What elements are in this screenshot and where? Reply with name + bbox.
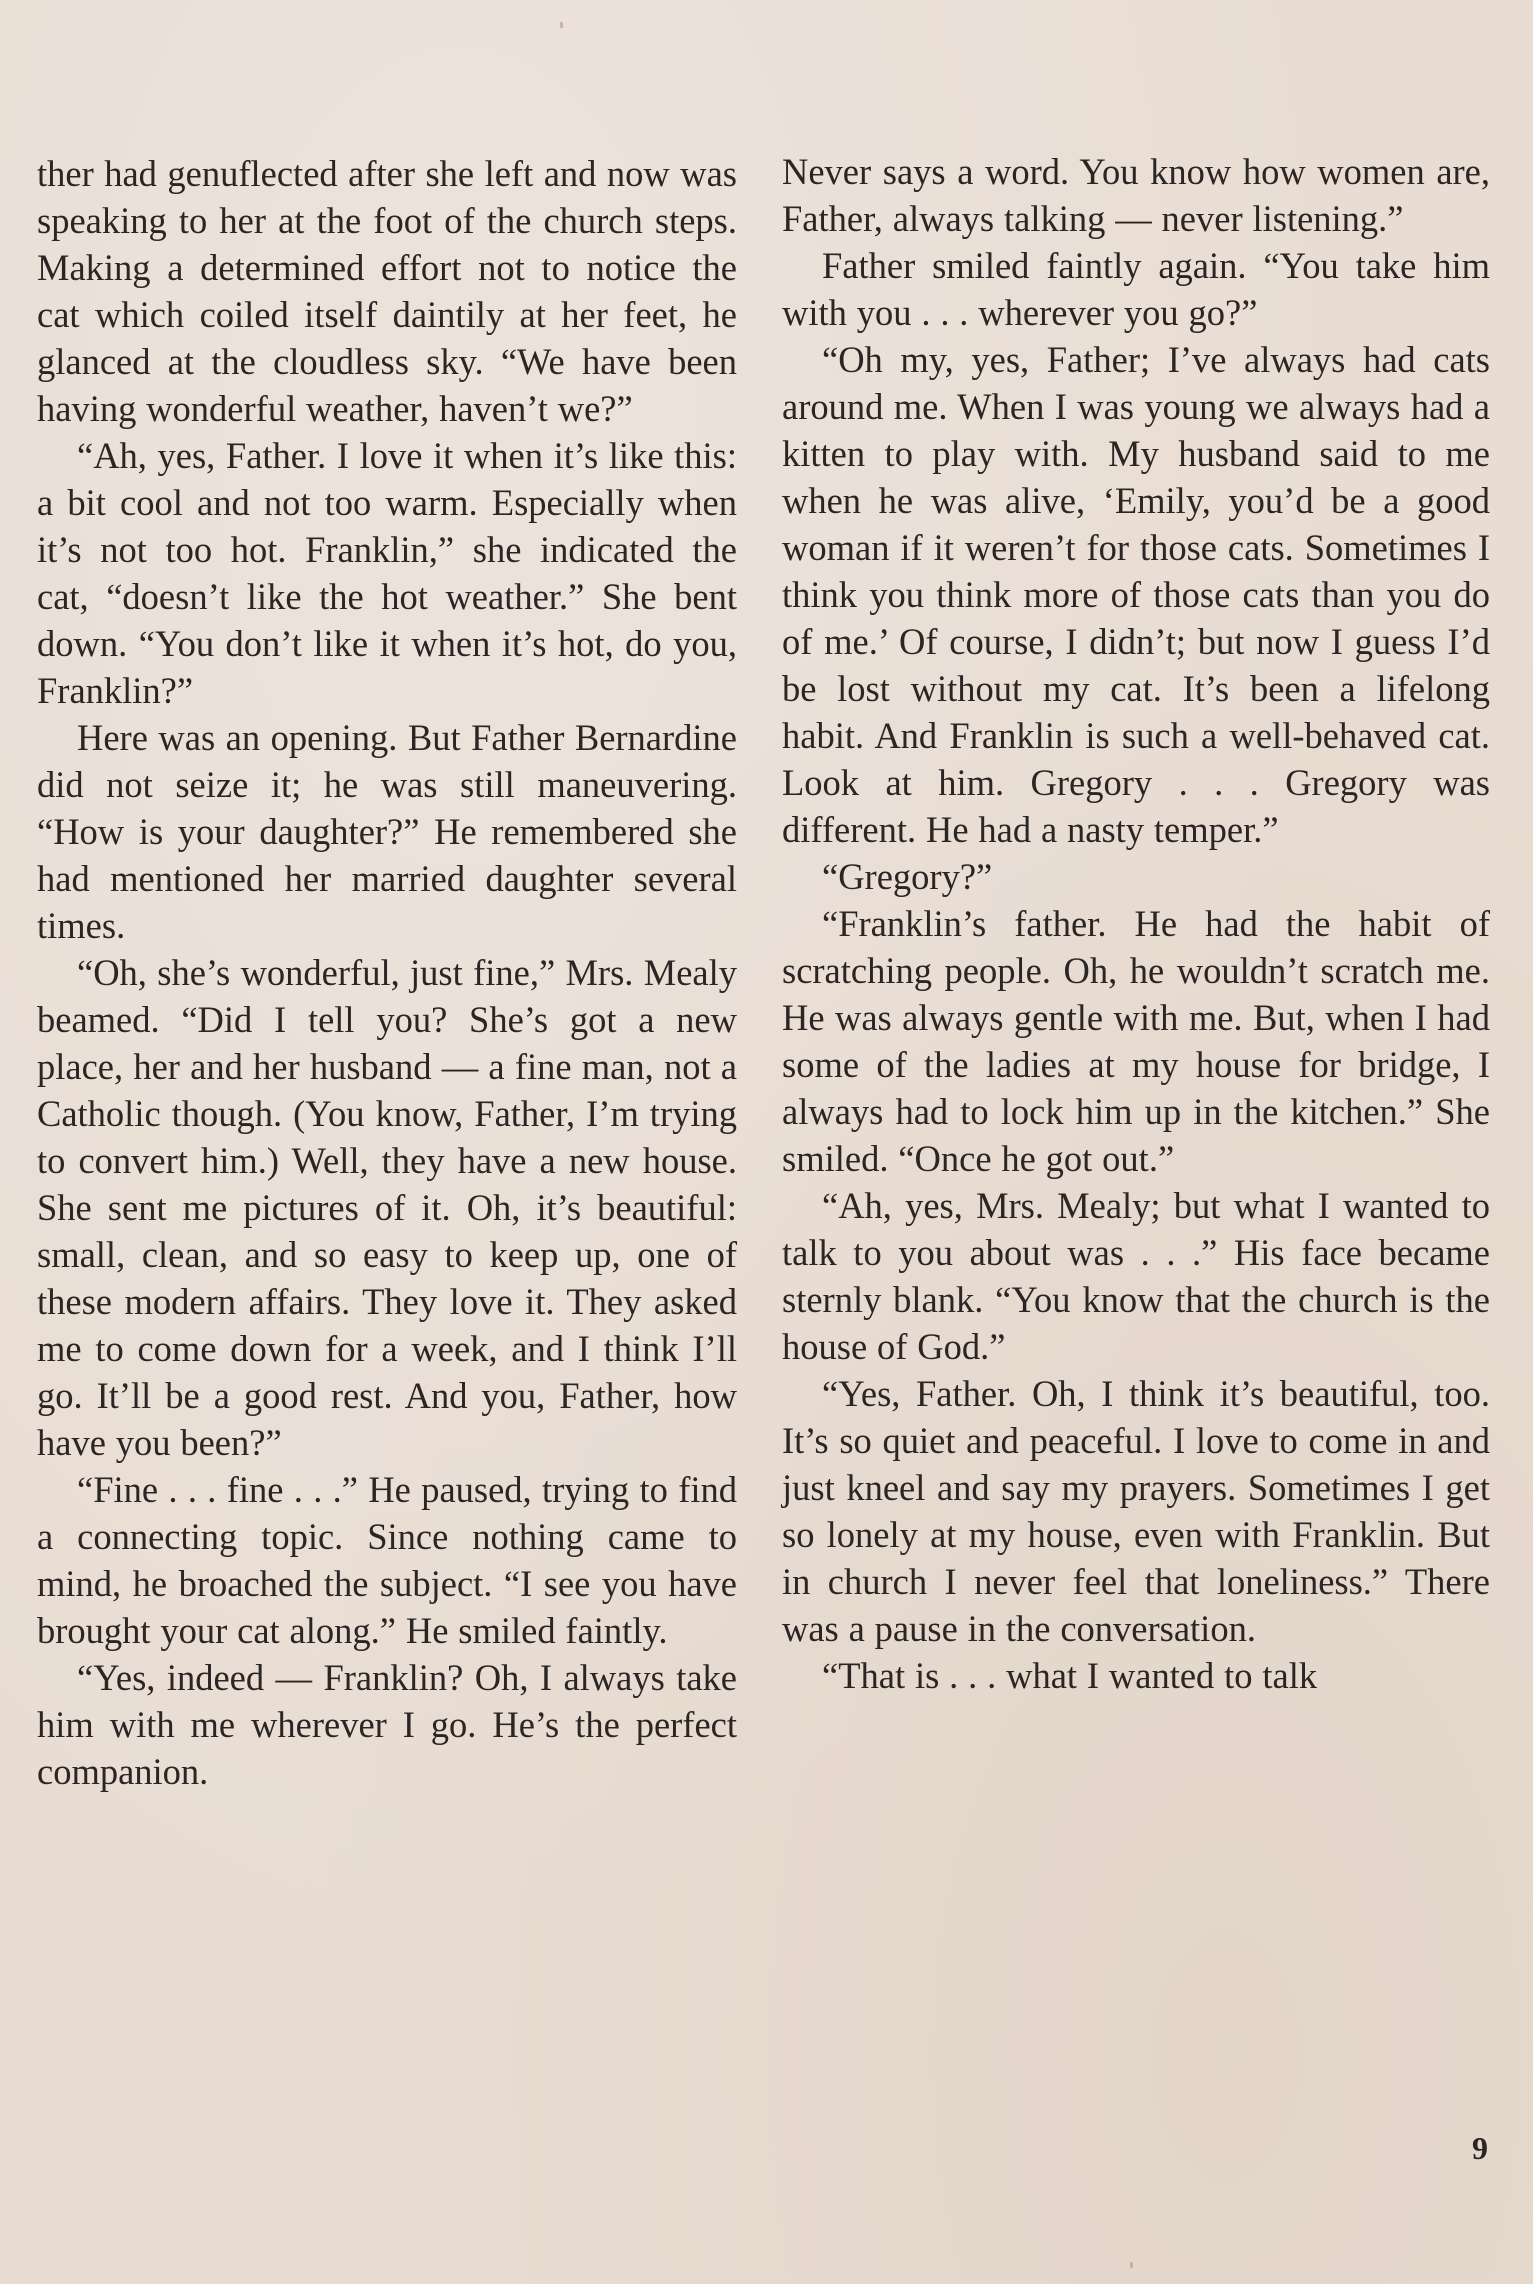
paragraph: Here was an opening. But Father Bernardine did not seize it; he was still maneuvering. “How is your daughter?” He remembered she had mentioned her married daughter several times. <box>37 717 737 946</box>
paragraph: “Fine . . . fine . . .” He paused, trying to find a connecting topic. Since nothing came to mind, he broached the subject. “I see you have brought your cat along.” He smiled faintly. <box>37 1469 737 1651</box>
paragraph: “Franklin’s father. He had the habit of scratching people. Oh, he wouldn’t scratch me. He was always gentle with me. But, when I had some of the ladies at my house for bridge, I always had to lock him up in the kitchen.” She smiled. “Once he got out.” <box>782 903 1490 1179</box>
paper-speck <box>560 22 563 28</box>
right-column <box>782 148 1490 1699</box>
paragraph: “Oh my, yes, Father; I’ve always had cats around me. When I was young we always had a kitten to play with. My husband said to me when he was alive, ‘Emily, you’d be a good woman if it weren’t for those cats. Sometimes I think you think more of those cats than you do of me.’ Of course, I didn’t; but now I guess I’d be lost without my cat. It’s been a lifelong habit. And Franklin is such a well-behaved cat. Look at him. Gregory . . . Gregory was different. He had a nasty temper.” <box>782 339 1490 850</box>
paragraph: “That is . . . what I wanted to talk <box>822 1655 1318 1696</box>
paragraph: “Oh, she’s wonderful, just fine,” Mrs. Mealy beamed. “Did I tell you? She’s got a new place, her and her husband — a fine man, not a Catholic though. (You know, Father, I’m trying to convert him.) Well, they have a new house. She sent me pictures of it. Oh, it’s beautiful: small, clean, and so easy to keep up, one of these modern affairs. They love it. They asked me to come down for a week, and I think I’ll go. It’ll be a good rest. And you, Father, how have you been?” <box>37 952 737 1463</box>
left-column <box>37 150 737 1795</box>
paragraph: Father smiled faintly again. “You take him with you . . . wherever you go?” <box>782 245 1490 333</box>
paragraph: “Gregory?” <box>822 856 993 897</box>
paragraph: Never says a word. You know how women are, Father, always talking — never listening.” <box>782 151 1490 239</box>
paragraph: “Ah, yes, Father. I love it when it’s like this: a bit cool and not too warm. Especially when it’s not too hot. Franklin,” she indicated the cat, “doesn’t like the hot weather.” She bent down. “You don’t like it when it’s hot, do you, Franklin?” <box>37 435 737 711</box>
page-number: 9 <box>1472 2130 1488 2166</box>
paragraph: “Yes, Father. Oh, I think it’s beautiful, too. It’s so quiet and peaceful. I love to come in and just kneel and say my prayers. Sometimes I get so lonely at my house, even with Franklin. But in church I never feel that loneliness.” There was a pause in the conversation. <box>782 1373 1490 1649</box>
paragraph: ther had genuflected after she left and now was speaking to her at the foot of the church steps. Making a determined effort not to notice the cat which coiled itself daintily at her feet, he glanced at the cloudless sky. “We have been having wonderful weather, haven’t we?” <box>37 153 737 429</box>
paper-speck <box>1130 2262 1133 2268</box>
paragraph: “Ah, yes, Mrs. Mealy; but what I wanted to talk to you about was . . .” His face became sternly blank. “You know that the church is the house of God.” <box>782 1185 1490 1367</box>
paragraph: “Yes, indeed — Franklin? Oh, I always take him with me wherever I go. He’s the perfect companion. <box>37 1657 737 1792</box>
